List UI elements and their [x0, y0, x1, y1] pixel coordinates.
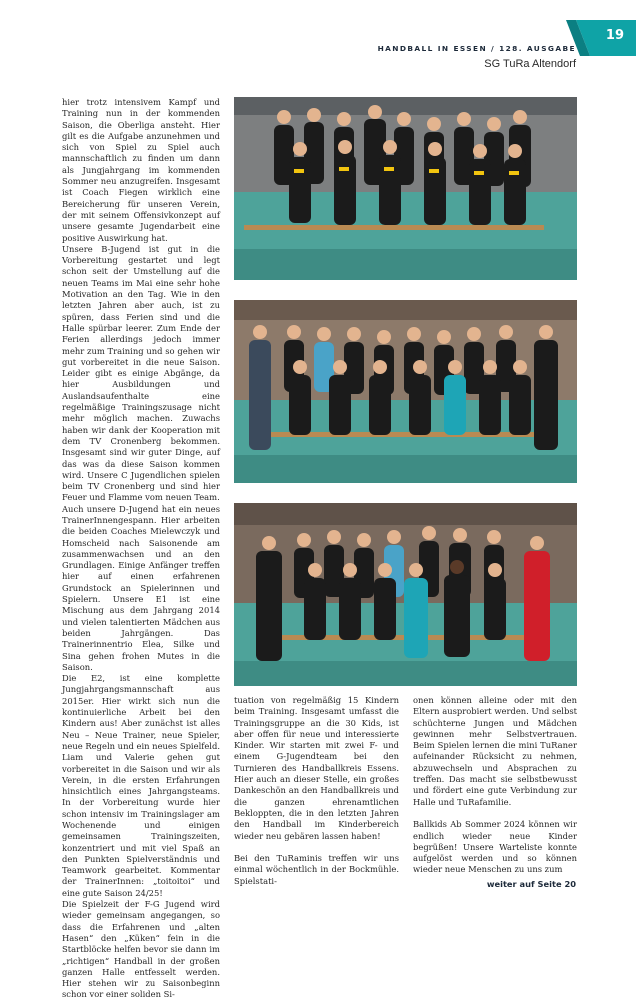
- paragraph: Ballkids Ab Sommer 2024 können wir endlich wieder neue Kinder begrüßen! Unsere Warteliste konnte aufgelöst werden und so können wieder neue Menschen zu uns zum: [413, 819, 577, 875]
- team-photo-1: [234, 97, 577, 280]
- article-column-2: [234, 695, 399, 886]
- team-photo-image: [234, 300, 577, 483]
- page-number: 19: [605, 28, 624, 43]
- club-name: SG TuRa Altendorf: [484, 58, 576, 70]
- continued-on-page-link[interactable]: weiter auf Seite 20: [486, 879, 576, 889]
- paragraph: onen können alleine oder mit den Eltern ausprobiert werden. Und selbst schüchterne Jungen und Mädchen gewinnen mehr Selbstvertrauen. Beim Spielen lernen die mini TuRaner aufeinander Rücksicht zu nehmen, abzuwechseln und Absprachen zu treffen. Das macht sie selbstbewusst und fördert eine gute Verbindung zur Halle und TuRafamilie.: [413, 695, 577, 807]
- team-photo-image: [234, 97, 577, 280]
- paragraph: Unsere B-Jugend ist gut in die Vorbereitung gestartet und legt schon seit der Umstellung auf die neuen Teams im Mai eine sehr hohe Motivation an den Tag. Wie in den letzten Jahren aber auch, ist zu spüren, dass Ferien sind und die Halle spürbar leerer. Zum Ende der Ferien allerdings jedoch immer mehr zum Training und so gehen wir gut vorbereitet in die neue Saison. Leider gibt es einige Abgänge, da hier Ausbildungen und Auslandsaufenthalte eine regelmäßige Trainingszusage nicht mehr möglich machen. Zuwachs haben wir dank der Kooperation mit dem TV Cronenberg bekommen. Insgesamt sind wir guter Dinge, auf das was da diese Saison kommen wird. Unsere C Jugendlichen spielen beim TV Cronenberg und sind hier Feuer und Flamme vom neuen Team.: [62, 243, 220, 503]
- magazine-issue-line: HANDBALL IN ESSEN / 128. AUSGABE: [377, 44, 576, 53]
- page-corner-tab: [566, 0, 636, 56]
- team-photo-3: [234, 503, 577, 686]
- paragraph: Auch unsere D-Jugend hat ein neues TrainerInnengespann. Hier arbeiten die beiden Coaches Mielewczyk und Homscheid nach Saisonende am zusammenwachsen und an den Grundlagen. Einige Anfänger treffen hier auf einen erfahrenen Grundstock an Spielerinnen und Spielern. Unsere E1 ist eine Mischung aus dem Jahrgang 2014 und vielen talentierten Mädchen aus beiden Jahrgängen. Das Trainerinnentrio Elea, Silke und Sina gehen frohen Mutes in die Saison.: [62, 503, 220, 672]
- paragraph: hier trotz intensivem Kampf und Training nun in der kommenden Saison, die Oberliga ansteht. Hier gilt es die Aufgabe anzunehmen und sich von Spiel zu Spiel auch mannschaftlich zu finden um dann als Jungjahrgang im kommenden Sommer neu anzugreifen. Insgesamt ist Coach Fiegen wirklich eine Bereicherung für unseren Verein, der mit seinem Offensivkonzept auf unsere gesamte Jugendarbeit eine positive Auswirkung hat.: [62, 97, 220, 243]
- article-column-3: [413, 695, 577, 880]
- paragraph: tuation von regelmäßig 15 Kindern beim Training. Insgesamt umfasst die Trainingsgruppe an die 30 Kids, ist aber offen für neue und interessierte Kinder. Wir starten mit zwei F- und einem G-Jugendteam bei den Turnieren des Handballkreis Essens. Hier auch an dieser Stelle, ein großes Dankeschön an den Handballkreis und die ganzen ehrenamtlichen Bekloppten, die in den letzten Jahren den Handball im Kinderbereich wieder neu gebären lassen haben!: [234, 695, 399, 841]
- paragraph: Die E2, ist eine komplette Jungjahrgangsmannschaft aus 2015er. Hier wirkt sich nun die kontinuierliche Arbeit bei den Kindern aus! Aber zunächst ist alles Neu – Neue Trainer, neue Spieler, neue Regeln und ein neues Spielfeld. Liam und Valerie gehen gut vorbereitet in die Saison und wir als Verein, in die ersten Erfahrungen hinsichtlich eines Jahrgangsteams. In der Vorbereitung wurde hier schon intensiv im Trainingslager am Wochenende und einigen gemeinsamen Trainingszeiten, konzentriert und mit viel Spaß an den Punkten Spielverständnis und Teamwork gearbeitet. Kommentar der TrainerInnen: „toitoitoi“ und eine gute Saison 24/25!: [62, 673, 221, 898]
- paragraph: Die Spielzeit der F-G Jugend wird wieder gemeinsam angegangen, so dass die Erfahrenen und „alten Hasen“ den „Küken“ fein in die Startblöcke helfen bevor sie dann im „richtigen“ Handball in der großen ganzen Halle entfesselt werden. Hier stehen wir zu Saisonbeginn schon vor einer soliden Si-: [62, 899, 220, 1000]
- paragraph: Bei den TuRaminis treffen wir uns einmal wöchentlich in der Bockmühle. Spielstati-: [234, 853, 399, 886]
- team-photo-image: [234, 503, 577, 686]
- team-photo-2: [234, 300, 577, 483]
- article-column-1: [62, 97, 221, 1000]
